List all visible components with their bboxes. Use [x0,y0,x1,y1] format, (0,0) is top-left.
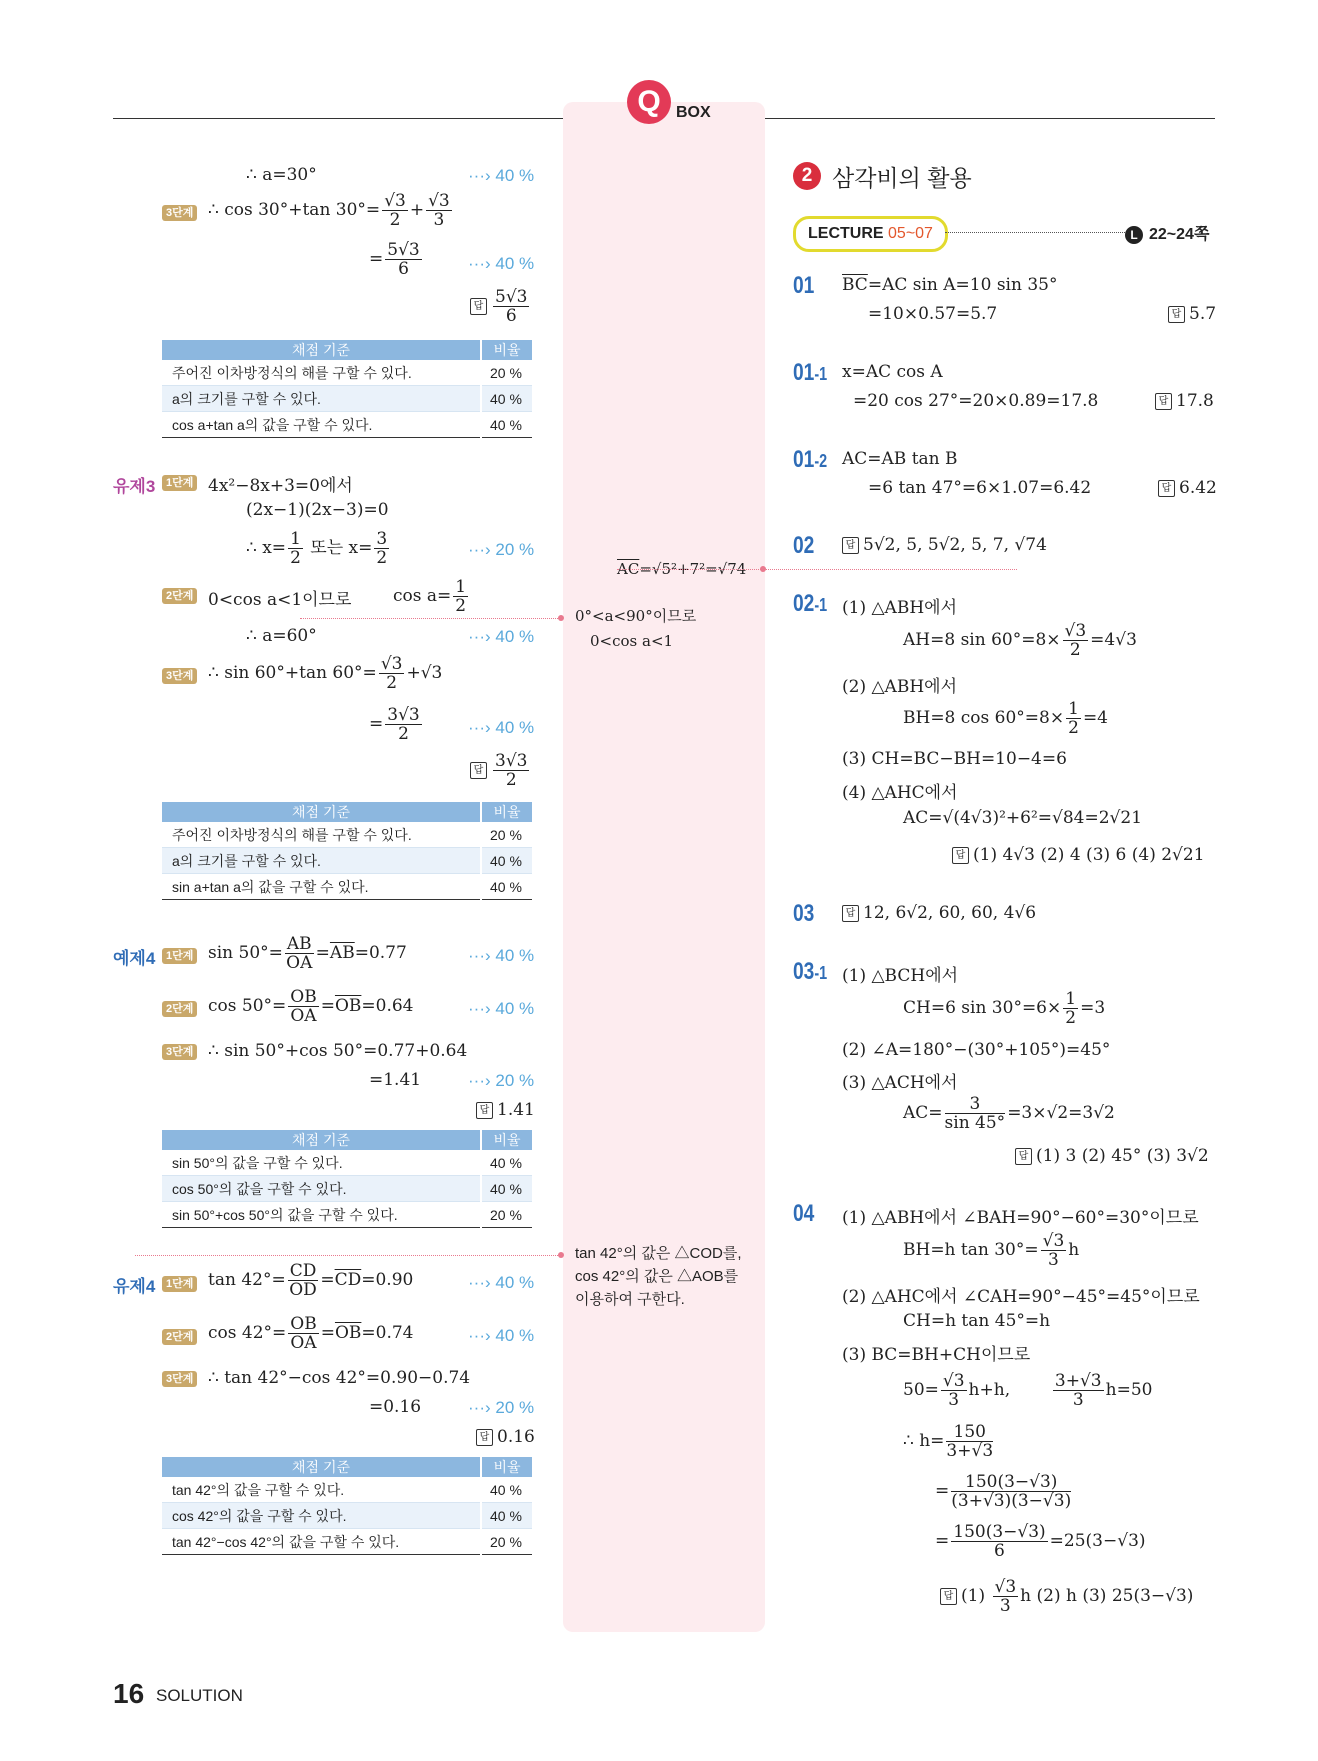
note-cos42: cos 42°의 값은 △AOB를 [575,1268,739,1285]
leader-line [135,1255,560,1256]
percent-40: ···› 40 % [468,627,535,646]
scoring-table-3: 채점 기준 비율 sin 50°의 값을 구할 수 있다. 40 % cos 50°의 값을 구할 수 있다. 40 % sin 50°+cos 50°의 값을 구할 수 있다. 20 % [162,1130,532,1228]
problem-03: 03 [793,900,815,927]
answer-icon: 답 [470,298,487,315]
p04-part2: (2) △AHC에서 ∠CAH=90°−45°=45°이므로 [842,1287,1200,1307]
tan42-minus-cos42-result: =0.16 [369,1397,422,1417]
a-equals-60: ∴ a=60° [246,626,317,646]
percent-40: ···› 40 % [468,254,535,273]
p031-answer: 답 (1) 3 (2) 45° (3) 3√2 [1015,1146,1209,1166]
answer-icon: 답 [1158,480,1175,497]
percent-20: ···› 20 % [468,1071,535,1090]
answer-1-41: 답 1.41 [476,1100,535,1120]
step-1-badge: 1단계 [162,1276,197,1292]
cos30-tan30-result: = $\frac{5√3}{6}$ [369,240,420,279]
p031-ac: AC= $\frac{3}{\sin 45^\circ}$ =3×√2=3√2 [903,1094,1115,1133]
note-a-range: 0°<a<90°이므로 [575,607,697,625]
p021-ac: AC=√(4√3)²+6²=√84=2√21 [903,808,1143,828]
factored-equation: (2x−1)(2x−3)=0 [246,500,389,520]
percent-40: ···› 40 % [468,1273,535,1292]
step-2-badge: 2단계 [162,1329,197,1345]
leader-line [300,618,560,619]
page-number: 16 [113,1678,145,1709]
step-2-badge: 2단계 [162,1001,197,1017]
lecture-badge: LECTURE 05~07 [793,216,948,252]
p04-part3: (3) BC=BH+CH이므로 [842,1345,1031,1365]
section-number: 2 [793,162,821,190]
percent-20: ···› 20 % [468,1398,535,1417]
problem-01-2: 01-2 [793,446,828,473]
problem-03-1: 03-1 [793,958,828,985]
p021-bh: BH=8 cos 60°=8× $\frac{1}{2}$ =4 [903,699,1108,738]
percent-40: ···› 40 % [468,166,535,185]
problem-02: 02 [793,532,815,559]
cos30-tan30-line: ∴ cos 30°+tan 30°= $\frac{√3}{2}$ + $\frac{√3}{3}$ [208,191,450,230]
p011-line1: x=AC cos A [842,362,943,382]
percent-40: ···› 40 % [468,1326,535,1345]
scoring-table-4: 채점 기준 비율 tan 42°의 값을 구할 수 있다. 40 % cos 42°의 값을 구할 수 있다. 40 % tan 42°−cos 42°의 값을 구할 수 있다. 20 % [162,1457,532,1555]
step-2-badge: 2단계 [162,588,197,604]
p021-part1: (1) △ABH에서 [842,598,957,618]
p031-ch: CH=6 sin 30°=6× $\frac{1}{2}$ =3 [903,989,1106,1028]
note-cos-range: 0<cos a<1 [590,632,674,650]
p031-part2: (2) ∠A=180°−(30°+105°)=45° [842,1040,1111,1060]
section-title: 삼각비의 활용 [832,165,972,191]
q-box-column [563,102,765,1632]
p04-ch: CH=h tan 45°=h [903,1311,1051,1331]
p04-part1: (1) △ABH에서 ∠BAH=90°−60°=30°이므로 [842,1208,1199,1228]
note-use: 이용하여 구한다. [575,1291,685,1308]
step-1-badge: 1단계 [162,948,197,964]
scoring-table-2: 채점 기준 비율 주어진 이차방정식의 해를 구할 수 있다. 20 % a의 크기를 구할 수 있다. 40 % sin a+tan a의 값을 구할 수 있다. 40 % [162,802,532,900]
sin60-tan60-line: ∴ sin 60°+tan 60°= $\frac{√3}{2}$ +√3 [208,654,443,693]
quadratic-equation: 4x²−8x+3=0에서 [208,476,353,496]
lecture-dots [945,232,1125,233]
p04-h: ∴ h= $\frac{150}{3+√3}$ [903,1422,994,1461]
step-3-badge: 3단계 [162,205,197,221]
p012-line1: AC=AB tan B [842,449,958,469]
answer-0-16: 답 0.16 [476,1427,535,1447]
answer-icon: 답 [470,762,487,779]
p031-part1: (1) △BCH에서 [842,966,959,986]
leader-line [617,569,1017,570]
lecture-icon: L [1125,226,1143,244]
answer-icon: 답 [1168,306,1185,323]
sin50-line: sin 50°= $\frac{AB}{OA}$ $=\overline{AB}=0.77$ [208,934,407,973]
leader-dot [760,566,766,572]
x-solutions: ∴ x= $\frac{1}{2}$ 또는 x= $\frac{3}{2}$ [246,529,388,568]
cos42-line: cos 42°= $\frac{OB}{OA}$ $=\overline{OB}=0.74$ [208,1314,414,1353]
lecture-pages: L 22~24쪽 [1125,221,1209,244]
tan42-minus-cos42: ∴ tan 42°−cos 42°=0.90−0.74 [208,1368,471,1388]
example-label-yuje4: 유제4 [113,1277,156,1296]
p01-line1: $\overline{BC}=AC$ sin A=10 sin 35° [842,275,1058,295]
p021-ah: AH=8 sin 60°=8× $\frac{√3}{2}$ =4√3 [903,621,1137,660]
p012-line2: =6 tan 47°=6×1.07=6.42 [868,478,1092,498]
sin50-plus-cos50: ∴ sin 50°+cos 50°=0.77+0.64 [208,1041,468,1061]
percent-40: ···› 40 % [468,999,535,1018]
answer-icon: 답 [1155,393,1172,410]
q-box-icon: Q [627,80,671,124]
cos-a-value: cos a= $\frac{1}{2}$ [393,577,467,616]
scoring-table-1: 채점 기준 비율 주어진 이차방정식의 해를 구할 수 있다. 20 % a의 크기를 구할 수 있다. 40 % cos a+tan a의 값을 구할 수 있다. 40 % [162,340,532,438]
p021-answer: 답 (1) 4√3 (2) 4 (3) 6 (4) 2√21 [952,845,1205,865]
p04-h-step2: = $\frac{150(3-√3)}{(3+√3)(3-√3)}$ [935,1472,1072,1511]
example-label-yuje3: 유제3 [113,477,156,496]
answer-icon: 답 [952,847,969,864]
percent-40: ···› 40 % [468,718,535,737]
answer-icon: 답 [476,1102,493,1119]
p04-equation: 50= $\frac{√3}{3}$ h+h, $\frac{3+√3}{3}$ h=50 [903,1371,1153,1410]
answer-icon: 답 [1015,1148,1032,1165]
answer-icon: 답 [842,537,859,554]
tan42-line: tan 42°= $\frac{CD}{OD}$ $=\overline{CD}=0.90$ [208,1261,414,1300]
p01-answer: 답 5.7 [1168,304,1216,324]
p01-line2: =10×0.57=5.7 [868,304,998,324]
problem-01-1: 01-1 [793,359,828,386]
a-equals-30: ∴ a=30° [246,165,317,185]
cos50-line: cos 50°= $\frac{OB}{OA}$ $=\overline{OB}=0.64$ [208,987,414,1026]
note-tan42: tan 42°의 값은 △COD를, [575,1245,742,1262]
answer-3r3-2: 답 $\frac{3√3}{2}$ [470,752,531,789]
answer-icon: 답 [940,1588,957,1605]
note-ac-length: $\overline{AC}=√5^2+7^2=√74$ [617,560,747,578]
percent-20: ···› 20 % [468,540,535,559]
p012-answer: 답 6.42 [1158,478,1217,498]
percent-40: ···› 40 % [468,946,535,965]
p021-part2: (2) △ABH에서 [842,677,957,697]
p031-part3: (3) △ACH에서 [842,1073,958,1093]
p04-h-step3: = $\frac{150(3-√3)}{6}$ =25(3−√3) [935,1522,1146,1561]
p021-part3: (3) CH=BC−BH=10−4=6 [842,749,1067,769]
p02-answer: 답 5√2, 5, 5√2, 5, 7, √74 [842,535,1047,555]
leader-dot [558,1252,564,1258]
answer-icon: 답 [842,905,859,922]
p04-bh: BH=h tan 30°= $\frac{√3}{3}$ h [903,1231,1080,1270]
cos-a-range: 0<cos a<1이므로 [208,590,352,610]
answer-5r3-6: 답 $\frac{5√3}{6}$ [470,288,531,325]
step-3-badge: 3단계 [162,1371,197,1387]
sin50-plus-cos50-result: =1.41 [369,1070,422,1090]
problem-04: 04 [793,1200,815,1227]
p04-answer: 답 (1) $\frac{√3}{3}$ h (2) h (3) 25(3−√3) [940,1578,1193,1615]
problem-02-1: 02-1 [793,590,828,617]
sin60-tan60-result: = $\frac{3√3}{2}$ [369,705,420,744]
p011-answer: 답 17.8 [1155,391,1214,411]
p03-answer: 답 12, 6√2, 60, 60, 4√6 [842,903,1036,923]
q-box-label: BOX [676,104,711,121]
step-3-badge: 3단계 [162,1044,197,1060]
step-1-badge: 1단계 [162,475,197,491]
step-3-badge: 3단계 [162,668,197,684]
leader-dot [558,615,564,621]
answer-icon: 답 [476,1429,493,1446]
example-label-yeje4: 예제4 [113,949,156,968]
p011-line2: =20 cos 27°=20×0.89=17.8 [853,391,1099,411]
p021-part4: (4) △AHC에서 [842,783,958,803]
footer-label: SOLUTION [156,1686,243,1705]
problem-01: 01 [793,272,815,299]
